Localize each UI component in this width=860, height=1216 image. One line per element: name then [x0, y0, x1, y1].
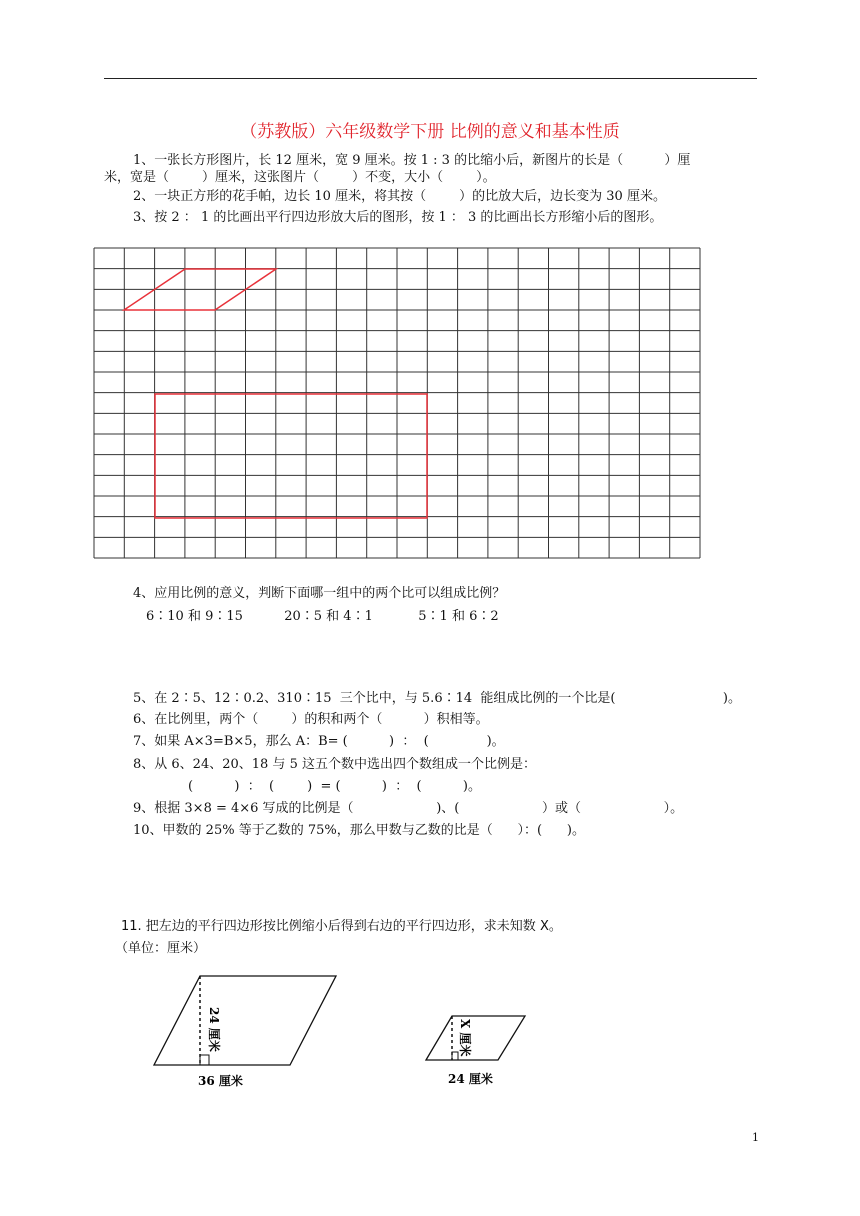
- large-height-label: 24 厘米: [207, 1007, 221, 1052]
- question-6: 6、在比例里，两个（ ）的积和两个（ ）积相等。: [133, 712, 489, 727]
- question-3: 3、按 2 ： 1 的比画出平行四边形放大后的图形，按 1 ： 3 的比画出长方形缩小后的图形。: [133, 210, 663, 225]
- small-base-label: 24 厘米: [448, 1072, 493, 1086]
- large-base-label: 36 厘米: [198, 1074, 243, 1088]
- question-11-line-2: （单位：厘米）: [115, 941, 207, 956]
- question-11-line-1: 11. 把左边的平行四边形按比例缩小后得到右边的平行四边形，求未知数 X。: [121, 919, 562, 934]
- question-7: 7、如果 A×3=B×5，那么 A：B= ( ) ： ( )。: [133, 734, 505, 749]
- question-5: 5、在 2∶5、12∶0.2、310∶15 三个比中，与 5.6∶14 能组成比例的一个比是( )。: [133, 691, 741, 706]
- question-9: 9、根据 3×8 = 4×6 写成的比例是（ )、( ）或（ ）。: [133, 801, 684, 816]
- question-4: 4、应用比例的意义，判断下面哪一组中的两个比可以组成比例？: [133, 586, 506, 601]
- question-10: 10、甲数的 25% 等于乙数的 75%，那么甲数与乙数的比是（ ）：( )。: [133, 823, 585, 838]
- page-title: （苏教版）六年级数学下册 比例的意义和基本性质: [240, 122, 620, 142]
- question-8-line-2: ( ) ： ( ) = ( ) ： ( )。: [188, 779, 481, 794]
- large-parallelogram-figure: [154, 976, 336, 1088]
- question-8-line-1: 8、从 6、24、20、18 与 5 这五个数中选出四个数组成一个比例是：: [133, 757, 536, 772]
- page-number: 1: [752, 1131, 759, 1144]
- small-height-label: X 厘米: [458, 1019, 472, 1057]
- question-1-line-2: 米，宽是（ ）厘米，这张图片（ ）不变，大小（ ）。: [104, 170, 496, 185]
- question-2: 2、一块正方形的花手帕，边长 10 厘米，将其按（ ）的比放大后，边长变为 30 厘米。: [133, 189, 666, 204]
- question-1-line-1: 1、一张长方形图片，长 12 厘米，宽 9 厘米。按 1 : 3 的比缩小后，新图片的长是（ ）厘: [133, 153, 691, 168]
- question-4-options: 6∶10 和 9∶15 20∶5 和 4∶1 5∶1 和 6∶2: [146, 609, 499, 624]
- small-parallelogram-figure: [426, 1016, 525, 1086]
